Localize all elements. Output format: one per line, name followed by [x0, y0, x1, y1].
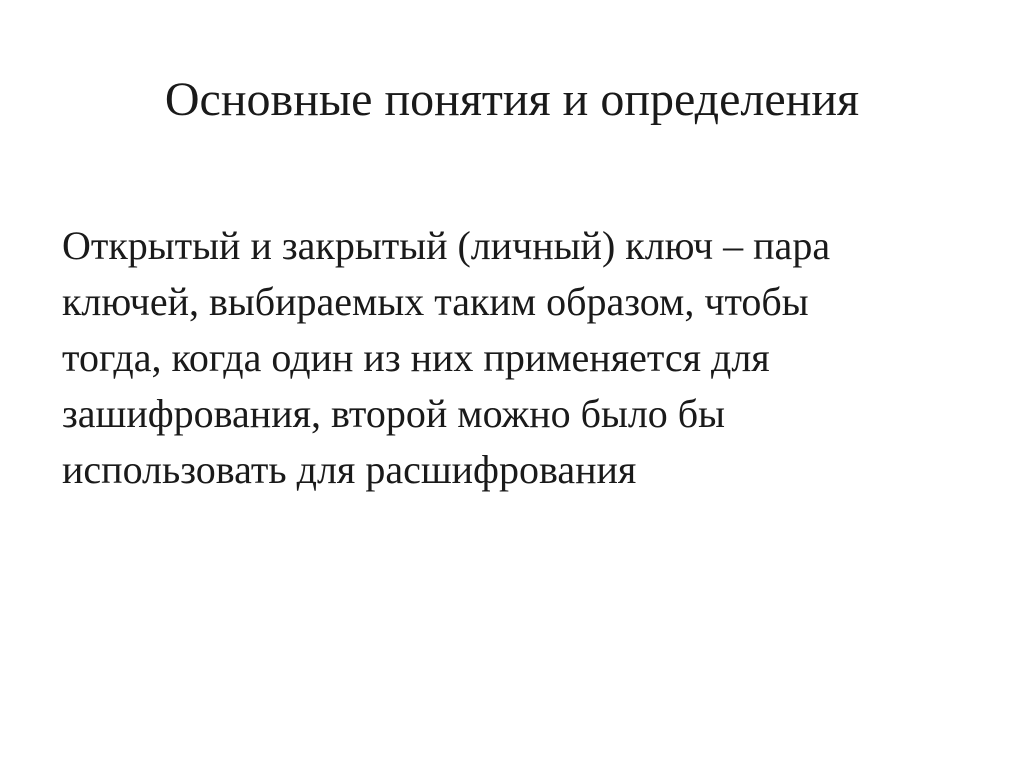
definition-line-3: тогда, когда один из них применяется для	[62, 335, 770, 380]
definition-line-1: Открытый и закрытый (личный) ключ – пара	[62, 223, 831, 268]
definition-text	[62, 218, 962, 498]
slide-title: Основные понятия и определения	[164, 73, 860, 126]
definition-line-5: использовать для расшифрования	[62, 447, 637, 492]
definition-line-2: ключей, выбираемых таким образом, чтобы	[62, 279, 809, 324]
definition-line-4: зашифрования, второй можно было бы	[62, 391, 726, 436]
